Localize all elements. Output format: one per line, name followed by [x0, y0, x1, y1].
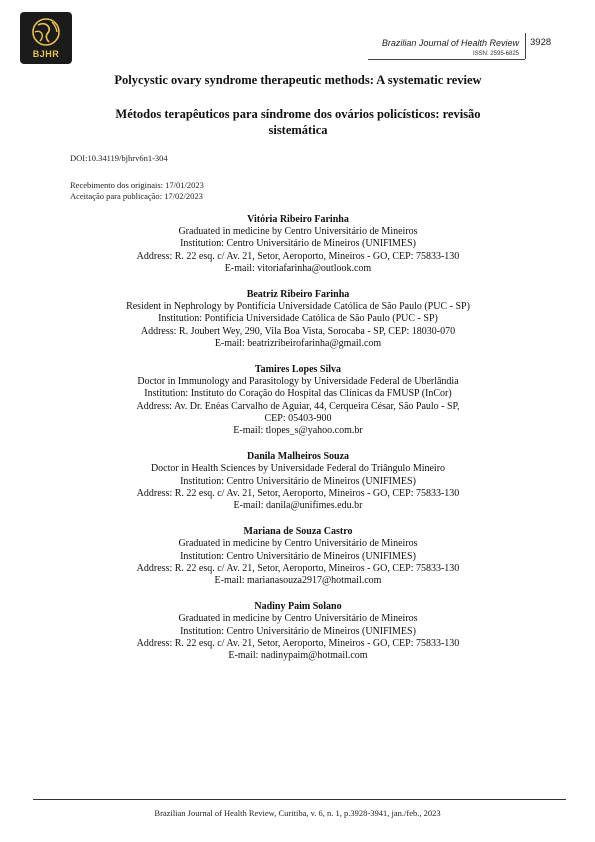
author-degree: Doctor in Immunology and Parasitology by Universidade Federal de Uberlândia — [137, 376, 459, 388]
author-degree: Resident in Nephrology by Pontifícia Universidade Católica de São Paulo (PUC - SP) — [126, 301, 470, 313]
author-block — [70, 364, 526, 437]
author-address-cont: CEP: 05403-900 — [264, 412, 332, 424]
header-divider-horizontal — [368, 59, 525, 60]
author-email[interactable]: E-mail: tlopes_s@yahoo.com.br — [233, 425, 363, 437]
accepted-date: Aceitação para publicação: 17/02/2023 — [70, 191, 203, 201]
journal-logo — [20, 12, 72, 64]
author-address: Address: R. 22 esq. c/ Av. 21, Setor, Aeroporto, Mineiros - GO, CEP: 75833-130 — [136, 637, 460, 649]
author-institution: Institution: Centro Universitário de Mineiros (UNIFIMES) — [180, 238, 416, 250]
author-degree: Graduated in medicine by Centro Universitário de Mineiros — [178, 226, 418, 238]
author-address: Address: R. Joubert Wey, 290, Vila Boa Vista, Sorocaba - SP, CEP: 18030-070 — [140, 325, 456, 337]
author-block — [70, 601, 526, 662]
author-email[interactable]: E-mail: danila@unifimes.edu.br — [233, 500, 363, 512]
author-name: Beatriz Ribeiro Farinha — [246, 289, 350, 301]
author-email[interactable]: E-mail: vitoriafarinha@outlook.com — [224, 262, 372, 274]
author-institution: Institution: Centro Universitário de Mineiros (UNIFIMES) — [180, 550, 416, 562]
page-number: 3928 — [530, 37, 552, 48]
issn: ISSN: 2595-6825 — [472, 51, 519, 57]
author-name: Tamires Lopes Silva — [254, 364, 342, 376]
author-institution: Institution: Instituto do Coração do Hospital das Clínicas da FMUSP (InCor) — [144, 388, 452, 400]
author-address: Address: R. 22 esq. c/ Av. 21, Setor, Aeroporto, Mineiros - GO, CEP: 75833-130 — [136, 562, 460, 574]
author-address: Address: Av. Dr. Enéas Carvalho de Aguiar, 44, Cerqueira César, São Paulo - SP, — [136, 400, 460, 412]
author-name: Danila Malheiros Souza — [246, 451, 350, 463]
title-portuguese — [70, 106, 526, 138]
globe-icon — [26, 16, 66, 48]
author-list — [70, 214, 526, 676]
footer-divider — [33, 799, 566, 800]
author-address: Address: R. 22 esq. c/ Av. 21, Setor, Aeroporto, Mineiros - GO, CEP: 75833-130 — [136, 250, 460, 262]
author-name: Vitória Ribeiro Farinha — [247, 214, 349, 225]
author-institution: Institution: Centro Universitário de Mineiros (UNIFIMES) — [180, 475, 416, 487]
header-divider-vertical — [525, 33, 526, 59]
journal-name: Brazilian Journal of Health Review — [381, 38, 519, 48]
author-address: Address: R. 22 esq. c/ Av. 21, Setor, Aeroporto, Mineiros - GO, CEP: 75833-130 — [136, 487, 460, 499]
author-degree: Doctor in Health Sciences by Universidade Federal do Triângulo Mineiro — [150, 463, 446, 475]
author-block — [70, 214, 526, 275]
doi[interactable]: DOI:10.34119/bjhrv6n1-304 — [70, 153, 168, 163]
title-english: Polycystic ovary syndrome therapeutic methods: A systematic review — [114, 73, 482, 87]
logo-text: BJHR — [32, 49, 60, 59]
author-name: Mariana de Souza Castro — [243, 526, 353, 538]
received-date: Recebimento dos originais: 17/01/2023 — [70, 180, 204, 190]
author-email[interactable]: E-mail: nadinypaim@hotmail.com — [228, 650, 368, 662]
author-institution: Institution: Centro Universitário de Mineiros (UNIFIMES) — [180, 625, 416, 637]
footer-citation: Brazilian Journal of Health Review, Curitiba, v. 6, n. 1, p.3928-3941, jan./feb., 2023 — [154, 808, 441, 818]
author-block — [70, 289, 526, 350]
author-degree: Graduated in medicine by Centro Universitário de Mineiros — [178, 538, 418, 550]
author-email[interactable]: E-mail: beatrizribeirofarinha@gmail.com — [214, 337, 382, 349]
title-portuguese-line-2: sistemática — [268, 123, 328, 137]
title-portuguese-line-1: Métodos terapêuticos para síndrome dos ovários policísticos: revisão — [115, 107, 481, 121]
author-block — [70, 451, 526, 512]
author-degree: Graduated in medicine by Centro Universitário de Mineiros — [178, 613, 418, 625]
author-email[interactable]: E-mail: marianasouza2917@hotmail.com — [214, 575, 382, 587]
author-institution: Institution: Pontifícia Universidade Católica de São Paulo (PUC - SP) — [158, 313, 438, 325]
author-name: Nadiny Paim Solano — [254, 601, 342, 613]
author-block — [70, 526, 526, 587]
